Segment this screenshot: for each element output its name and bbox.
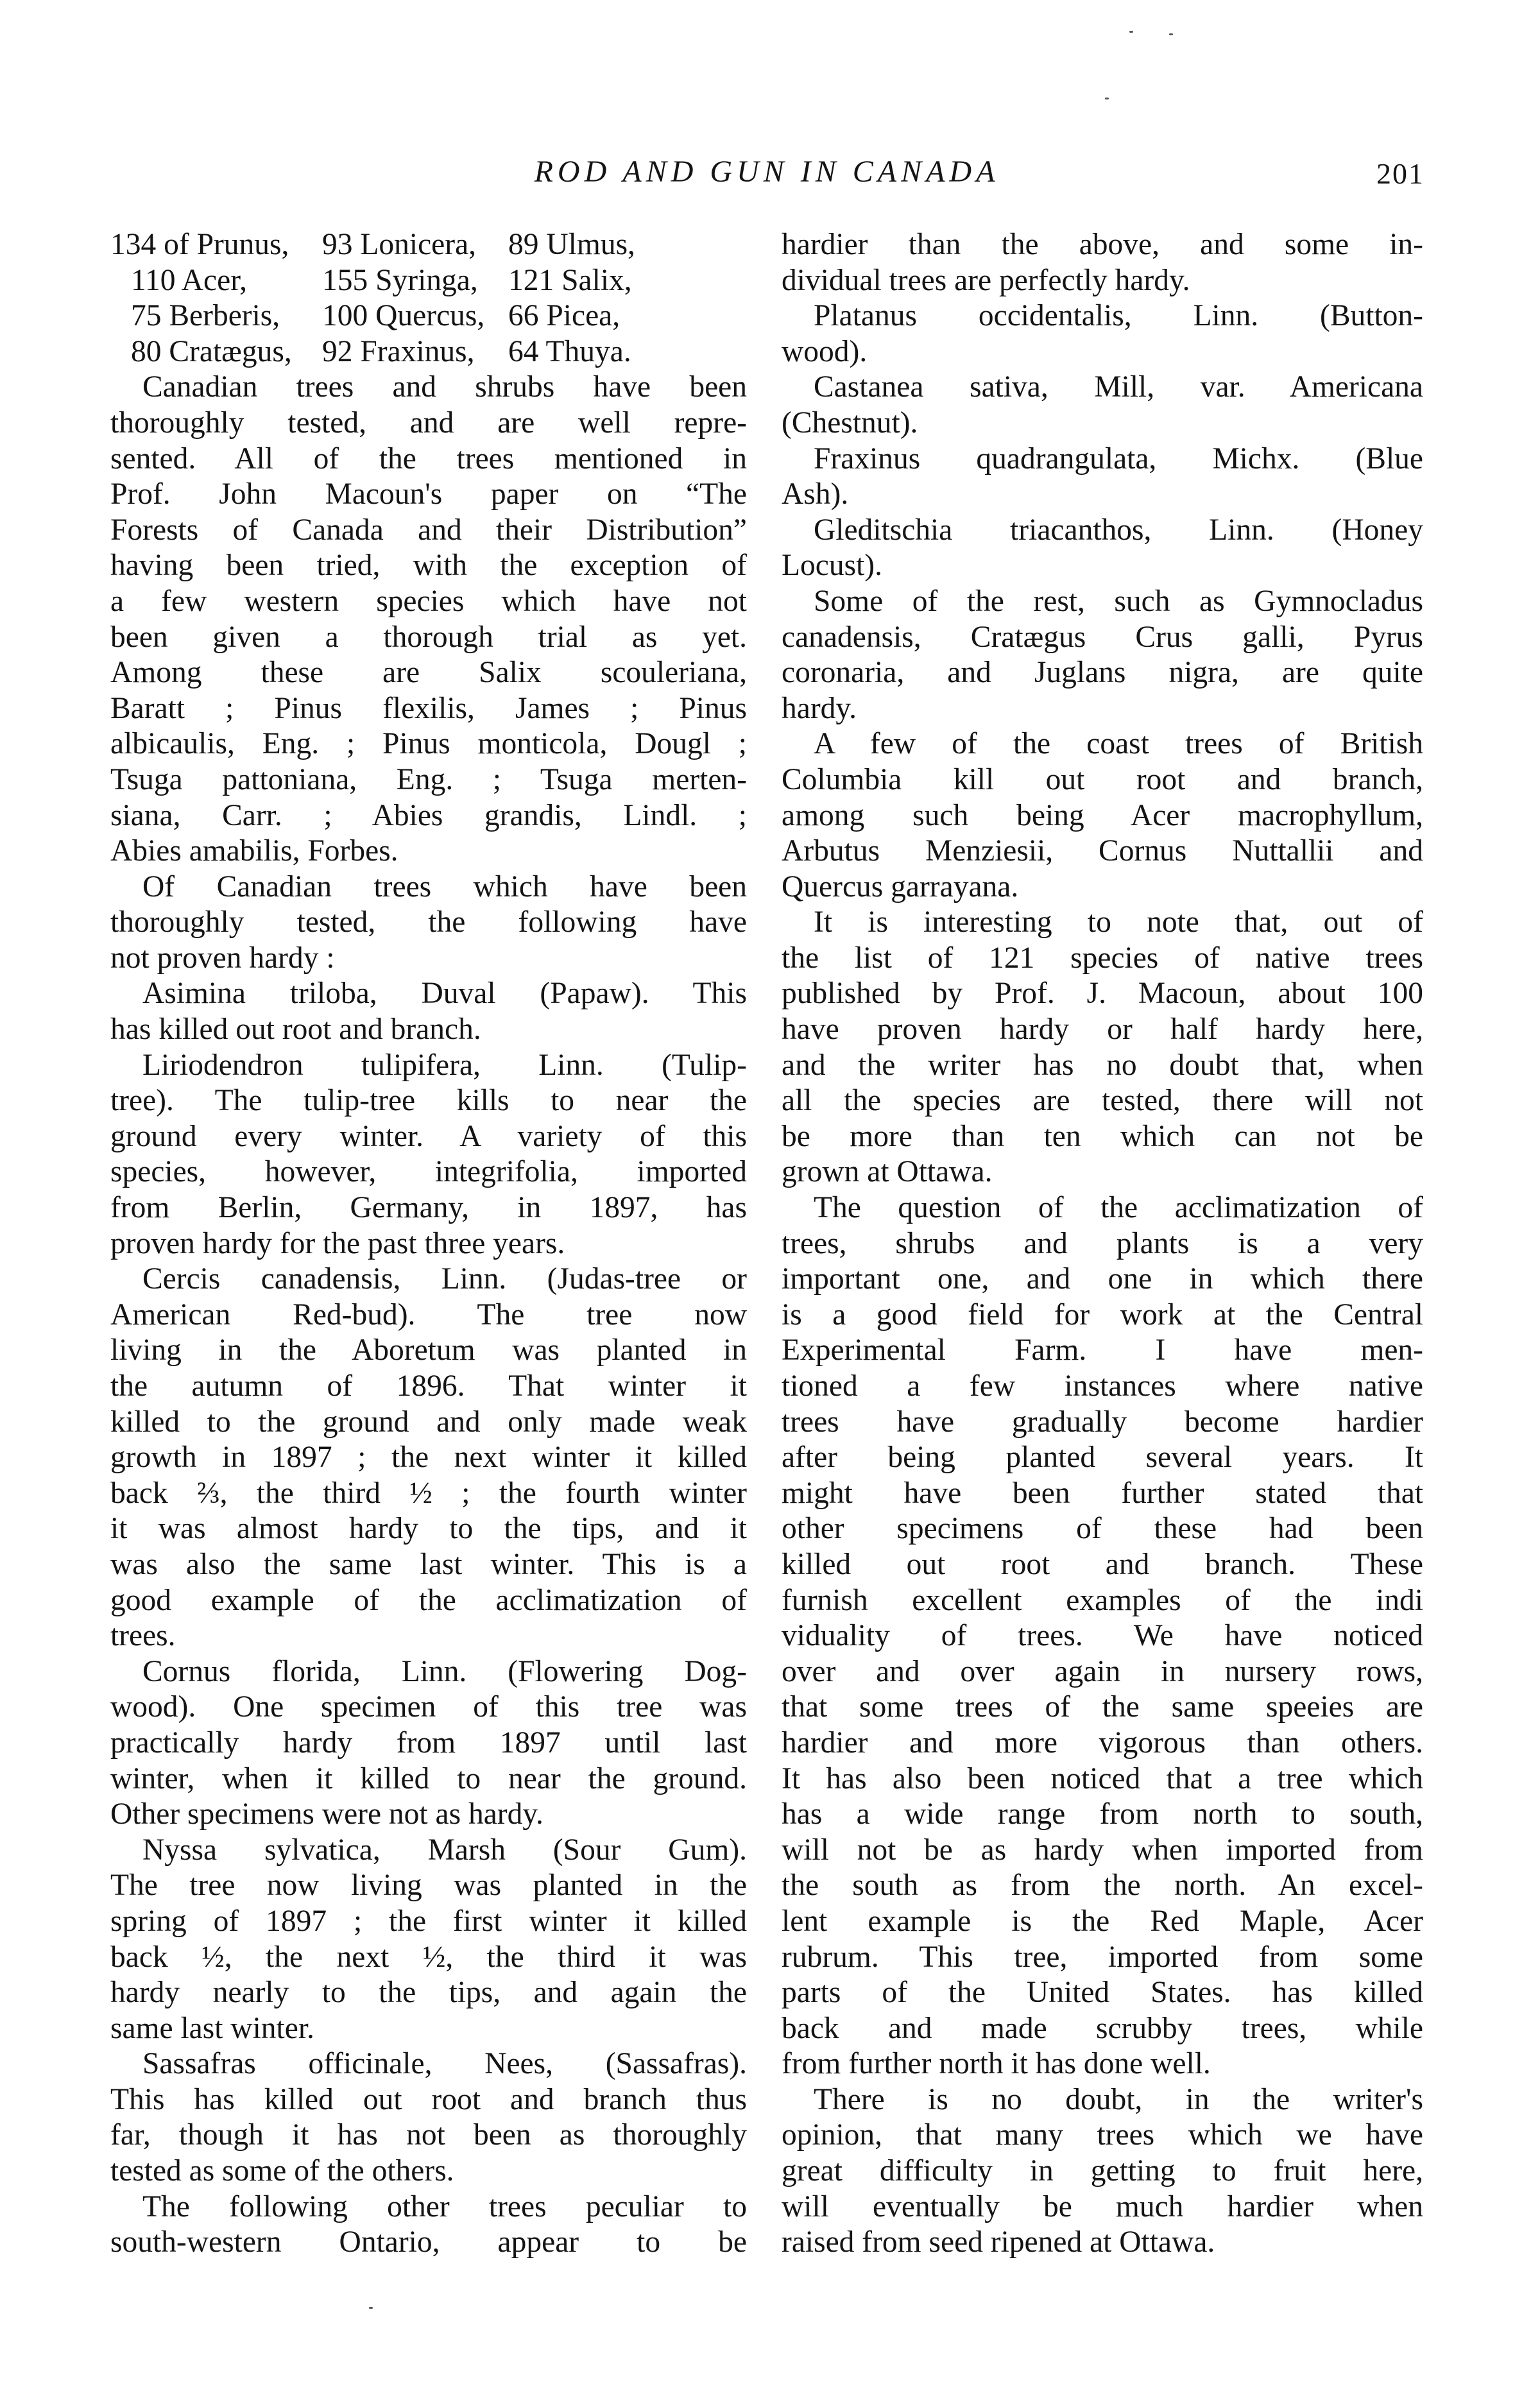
- text-line: siana, Carr. ; Abies grandis, Lindl. ;: [110, 798, 747, 832]
- text-line: Fraxinus quadrangulata, Michx. (Blue: [814, 441, 1423, 475]
- text-line: Cornus florida, Linn. (Flowering Dog-: [142, 1654, 747, 1688]
- text-line: Cercis canadensis, Linn. (Judas-tree or: [142, 1262, 747, 1296]
- text-line: from Berlin, Germany, in 1897, has: [110, 1191, 747, 1225]
- text-line: important one, and one in which there: [782, 1262, 1423, 1296]
- text-line: killed to the ground and only made weak: [110, 1405, 747, 1439]
- text-line: have proven hardy or half hardy here,: [782, 1013, 1423, 1047]
- text-line: it was almost hardy to the tips, and it: [110, 1512, 747, 1546]
- scan-speck: [1129, 31, 1133, 33]
- text-line: Of Canadian trees which have been: [142, 869, 747, 904]
- text-line: There is no doubt, in the writer's: [814, 2082, 1423, 2116]
- text-line: Prof. John Macoun's paper on “The: [110, 477, 747, 511]
- left-column: [110, 227, 747, 2261]
- text-line: winter, when it killed to near the ground.: [110, 1761, 747, 1795]
- text-line: Gleditschia triacanthos, Linn. (Honey: [814, 513, 1423, 547]
- text-line: American Red-bud). The tree now: [110, 1297, 747, 1332]
- text-line: Among these are Salix scouleriana,: [110, 656, 747, 690]
- text-line: dividual trees are perfectly hardy.: [782, 263, 1190, 297]
- text-line: after being planted several years. It: [782, 1441, 1423, 1475]
- text-line: species, however, integrifolia, imported: [110, 1155, 747, 1189]
- text-line: been given a thorough trial as yet.: [110, 620, 747, 654]
- text-line: This has killed out root and branch thus: [110, 2082, 747, 2116]
- text-line: was also the same last winter. This is a: [110, 1547, 747, 1581]
- text-line: same last winter.: [110, 2011, 314, 2045]
- genus-count-cell: 92 Fraxinus,: [322, 334, 475, 368]
- text-line: far, though it has not been as thoroughly: [110, 2118, 747, 2152]
- text-line: A few of the coast trees of British: [814, 727, 1423, 761]
- text-line: killed out root and branch. These: [782, 1547, 1423, 1581]
- text-line: not proven hardy :: [110, 941, 335, 975]
- text-line: (Chestnut).: [782, 406, 918, 440]
- left-column-text: [110, 370, 747, 2260]
- genus-count-table: [110, 227, 747, 370]
- text-line: Castanea sativa, Mill, var. Americana: [814, 370, 1423, 404]
- text-line: living in the Aboretum was planted in: [110, 1333, 747, 1367]
- text-line: tioned a few instances where native: [782, 1369, 1423, 1403]
- text-line: tree). The tulip-tree kills to near the: [110, 1084, 747, 1118]
- text-line: has killed out root and branch.: [110, 1013, 481, 1047]
- text-line: and the writer has no doubt that, when: [782, 1048, 1423, 1082]
- genus-count-cell: 93 Lonicera,: [322, 228, 477, 261]
- text-line: Quercus garrayana.: [782, 869, 1019, 904]
- text-line: hardy nearly to the tips, and again the: [110, 1976, 747, 2010]
- text-line: Tsuga pattoniana, Eng. ; Tsuga merten-: [110, 762, 747, 796]
- scan-speck: [369, 2307, 373, 2309]
- text-line: back ½, the next ½, the third it was: [110, 1940, 747, 1974]
- genus-count-cell: 66 Picea,: [508, 299, 620, 333]
- genus-count-cell: 75 Berberis,: [131, 299, 280, 333]
- text-line: viduality of trees. We have noticed: [782, 1619, 1423, 1653]
- journal-title: ROD AND GUN IN CANADA: [534, 155, 1000, 189]
- text-line: over and over again in nursery rows,: [782, 1654, 1423, 1688]
- genus-count-cell: 110 Acer,: [131, 263, 248, 297]
- text-line: The following other trees peculiar to: [142, 2189, 747, 2223]
- text-line: a few western species which have not: [110, 584, 747, 618]
- text-line: wood).: [782, 334, 868, 368]
- text-line: Ash).: [782, 477, 849, 511]
- text-line: proven hardy for the past three years.: [110, 1226, 565, 1260]
- text-line: published by Prof. J. Macoun, about 100: [782, 977, 1423, 1011]
- text-line: canadensis, Cratægus Crus galli, Pyrus: [782, 620, 1423, 654]
- genus-count-cell: 121 Salix,: [508, 263, 632, 297]
- text-line: Platanus occidentalis, Linn. (Button-: [814, 299, 1423, 333]
- text-line: Baratt ; Pinus flexilis, James ; Pinus: [110, 691, 747, 725]
- text-line: The question of the acclimatization of: [814, 1191, 1423, 1225]
- text-line: hardier than the above, and some in-: [782, 228, 1423, 261]
- text-line: raised from seed ripened at Ottawa.: [782, 2225, 1215, 2259]
- genus-count-cell: 64 Thuya.: [508, 334, 631, 368]
- text-line: coronaria, and Juglans nigra, are quite: [782, 656, 1423, 690]
- text-line: the autumn of 1896. That winter it: [110, 1369, 747, 1403]
- text-line: lent example is the Red Maple, Acer: [782, 1904, 1423, 1938]
- text-line: Asimina triloba, Duval (Papaw). This: [142, 977, 747, 1011]
- text-line: thoroughly tested, and are well repre-: [110, 406, 747, 440]
- text-line: The tree now living was planted in the: [110, 1869, 747, 1903]
- text-line: having been tried, with the exception of: [110, 549, 747, 583]
- text-line: It has also been noticed that a tree which: [782, 1761, 1423, 1795]
- text-line: thoroughly tested, the following have: [110, 905, 747, 939]
- page-number: 201: [1376, 157, 1425, 190]
- genus-count-cell: 155 Syringa,: [322, 263, 478, 297]
- genus-count-cell: 100 Quercus,: [322, 299, 485, 333]
- text-line: ground every winter. A variety of this: [110, 1119, 747, 1153]
- text-line: Sassafras officinale, Nees, (Sassafras).: [142, 2047, 747, 2081]
- text-line: back and made scrubby trees, while: [782, 2011, 1423, 2045]
- text-line: wood). One specimen of this tree was: [110, 1690, 747, 1724]
- text-line: great difficulty in getting to fruit here,: [782, 2154, 1423, 2188]
- text-line: growth in 1897 ; the next winter it killed: [110, 1441, 747, 1475]
- text-line: trees, shrubs and plants is a very: [782, 1226, 1423, 1260]
- text-line: the list of 121 species of native trees: [782, 941, 1423, 975]
- text-line: among such being Acer macrophyllum,: [782, 798, 1423, 832]
- text-line: from further north it has done well.: [782, 2047, 1211, 2081]
- genus-count-cell: 80 Cratægus,: [131, 334, 292, 368]
- running-head: [109, 154, 1425, 199]
- text-line: will not be as hardy when imported from: [782, 1833, 1423, 1867]
- text-line: parts of the United States. has killed: [782, 1976, 1423, 2010]
- genus-count-row: [110, 298, 747, 334]
- text-line: Forests of Canada and their Distribution”: [110, 513, 747, 547]
- right-column-text: [782, 227, 1423, 2261]
- text-line: Experimental Farm. I have men-: [782, 1333, 1423, 1367]
- text-line: rubrum. This tree, imported from some: [782, 1940, 1423, 1974]
- text-line: good example of the acclimatization of: [110, 1583, 747, 1617]
- text-line: It is interesting to note that, out of: [814, 905, 1423, 939]
- text-line: albicaulis, Eng. ; Pinus monticola, Dougl ;: [110, 727, 747, 761]
- genus-count-row: [110, 227, 747, 263]
- text-line: spring of 1897 ; the first winter it killed: [110, 1904, 747, 1938]
- right-column: [782, 227, 1423, 2261]
- text-line: Locust).: [782, 549, 882, 583]
- text-line: Columbia kill out root and branch,: [782, 762, 1423, 796]
- text-line: all the species are tested, there will not: [782, 1084, 1423, 1118]
- text-line: will eventually be much hardier when: [782, 2189, 1423, 2223]
- text-line: furnish excellent examples of the indi: [782, 1583, 1423, 1617]
- scan-speck: [1169, 33, 1173, 35]
- genus-count-row: [110, 263, 747, 299]
- genus-count-cell: 89 Ulmus,: [508, 228, 635, 261]
- text-line: back ⅔, the third ½ ; the fourth winter: [110, 1476, 747, 1510]
- text-line: Some of the rest, such as Gymnocladus: [814, 584, 1423, 618]
- text-line: other specimens of these had been: [782, 1512, 1423, 1546]
- text-line: opinion, that many trees which we have: [782, 2118, 1423, 2152]
- text-line: might have been further stated that: [782, 1476, 1423, 1510]
- text-line: is a good field for work at the Central: [782, 1297, 1423, 1332]
- text-line: Other specimens were not as hardy.: [110, 1797, 543, 1831]
- scan-speck: [1105, 98, 1109, 99]
- text-line: the south as from the north. An excel-: [782, 1869, 1423, 1903]
- text-line: be more than ten which can not be: [782, 1119, 1423, 1153]
- text-line: grown at Ottawa.: [782, 1155, 993, 1189]
- text-line: trees.: [110, 1619, 176, 1653]
- text-line: trees have gradually become hardier: [782, 1405, 1423, 1439]
- text-line: hardy.: [782, 691, 857, 725]
- text-line: that some trees of the same speeies are: [782, 1690, 1423, 1724]
- text-line: Liriodendron tulipifera, Linn. (Tulip-: [142, 1048, 747, 1082]
- text-line: Abies amabilis, Forbes.: [110, 834, 398, 868]
- text-line: practically hardy from 1897 until last: [110, 1726, 747, 1760]
- text-line: Nyssa sylvatica, Marsh (Sour Gum).: [142, 1833, 747, 1867]
- text-line: tested as some of the others.: [110, 2154, 454, 2188]
- genus-count-cell: 134 of Prunus,: [110, 228, 289, 261]
- text-line: hardier and more vigorous than others.: [782, 1726, 1423, 1760]
- text-line: south-western Ontario, appear to be: [110, 2225, 747, 2259]
- text-line: has a wide range from north to south,: [782, 1797, 1423, 1831]
- text-line: Arbutus Menziesii, Cornus Nuttallii and: [782, 834, 1423, 868]
- genus-count-row: [110, 334, 747, 370]
- text-line: Canadian trees and shrubs have been: [142, 370, 747, 404]
- text-line: sented. All of the trees mentioned in: [110, 441, 747, 475]
